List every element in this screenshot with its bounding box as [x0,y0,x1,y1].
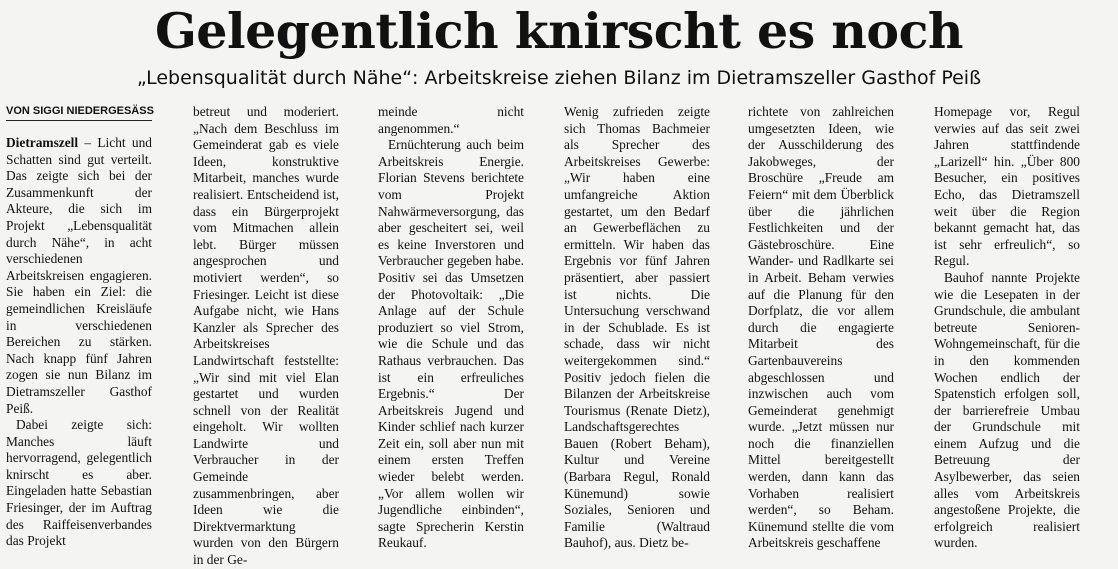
article-column-6 [934,104,1080,551]
byline: VON SIGGI NIEDERGESÄSS [6,104,152,121]
paragraph: Wenig zufrieden zeigte sich Thomas Bachmeier als Sprecher des Arbeitskreises Gewerbe: „Wir haben eine umfangreiche Aktion gestartet, um den Bedarf an Gewerbeflächen zu ermitteln. Wir haben das Ergebnis vor fünf Jahren präsentiert, aber passiert ist nichts. Die Untersuchung verschwand in der Schublade. Es ist schade, dass wir nicht weitergekommen sind.“ Positiv jedoch fielen die Bilanzen der Arbeitskreise Tourismus (Renate Dietz), Landschaftsgerechtes Bauen (Robert Beham), Kultur und Vereine (Barbara Regul, Ronald Künemund) sowie Soziales, Senioren und Familie (Waltraud Bauhof), aus. Dietz be- [564,104,710,551]
article-column-5 [748,104,894,551]
article-column-1 [6,104,154,549]
paragraph: Bauhof nannte Projekte wie die Lesepaten in der Grundschule, die ambulant betreute Senioren-Wohngemeinschaft, für die in den kommenden Wochen endlich der Spatenstich erfolgen soll, der barrierefreie Umbau der Grundschule mit einem Aufzug und die Betreuung der Asylbewerber, das seien alles vom Arbeitskreis angestoßene Projekte, die erfolgreich realisiert wurden. [934,269,1080,551]
paragraph: Homepage vor, Regul verwies auf das seit zwei Jahren stattfindende „Larizell“ hin. „Über 800 Besucher, ein positives Echo, das Dietramszell weit über die Region bekannt gemacht hat, das ist sehr erfreulich“, so Regul. [934,104,1080,269]
article-column-2 [193,104,339,568]
paragraph: richtete von zahlreichen umgesetzten Ideen, wie der Ausschilderung des Jakobweges, der Broschüre „Freude am Feiern“ mit dem Überblick über die jährlichen Festlichkeiten und der Gästebroschüre. Eine Wander- und Radlkarte sei in Arbeit. Beham verwies auf die Planung für den Dorfplatz, die vor allem durch die engagierte Mitarbeit des Gartenbauvereins abgeschlossen und inzwischen auch vom Gemeinderat genehmigt wurde. „Jetzt müssen nur noch die finanziellen Mittel bereitgestellt werden, dann kann das Vorhaben realisiert werden“, so Beham. Künemund stellte die vom Arbeitskreis geschaffene [748,104,894,551]
paragraph: Dabei zeigte sich: Manches läuft hervorragend, gelegentlich knirscht es aber. Eingeladen hatte Sebastian Friesinger, der im Auftrag des Raiffeisenverbandes das Projekt [6,417,152,549]
dateline: Dietramszell [6,135,79,150]
headline: Gelegentlich knirscht es noch [154,2,964,60]
paragraph: meinde nicht angenommen.“ [378,104,524,136]
paragraph-text: – Licht und Schatten sind gut verteilt. Das zeigte sich bei der Zusammenkunft der Akteure, die sich im Projekt „Lebensqualität durch Nähe“, in acht verschiedenen Arbeitskreisen engagieren. Sie haben ein Ziel: die gemeindlichen Kreisläufe in verschiedenen Bereichen zu stärken. Nach knapp fünf Jahren zogen sie nun Bilanz im Dietramszeller Gasthof Peiß. [6,135,152,416]
article-column-3 [378,104,524,551]
paragraph [6,135,152,417]
subheadline: „Lebensqualität durch Nähe“: Arbeitskreise ziehen Bilanz im Dietramszeller Gasthof Peiß [136,67,982,89]
article-column-4 [564,104,710,551]
paragraph: betreut und moderiert. „Nach dem Beschluss im Gemeinderat gab es viele Ideen, konstruktive Mitarbeit, manches wurde realisiert. Entscheidend ist, dass ein Bürgerprojekt vom Mitmachen allein lebt. Bürger müssen angesprochen und motiviert werden“, so Friesinger. Leicht ist diese Aufgabe nicht, wie Hans Kanzler als Sprecher des Arbeitskreises Landwirtschaft feststellte: „Wir sind mit viel Elan gestartet und wurden schnell von der Realität eingeholt. Wir wollten Landwirte und Verbraucher in der Gemeinde zusammenbringen, aber Ideen wie die Direktvermarktung wurden von den Bürgern in der Ge- [193,104,339,568]
paragraph: Ernüchterung auch beim Arbeitskreis Energie. Florian Stevens berichtete vom Projekt Nahwärmeversorgung, das aber gescheitert sei, weil es keine Inverstoren und Verbraucher gegeben habe. Positiv sei das Umsetzen der Photovoltaik: „Die Anlage auf der Schule produziert so viel Strom, wie die Schule und das Rathaus verbrauchen. Das ist ein erfreuliches Ergebnis.“ Der Arbeitskreis Jugend und Kinder schlief nach kurzer Zeit ein, soll aber nun mit einem ersten Treffen wieder belebt werden. „Vor allem wollen wir Jugendliche einbinden“, sagte Sprecherin Kerstin Reukauf. [378,137,524,551]
